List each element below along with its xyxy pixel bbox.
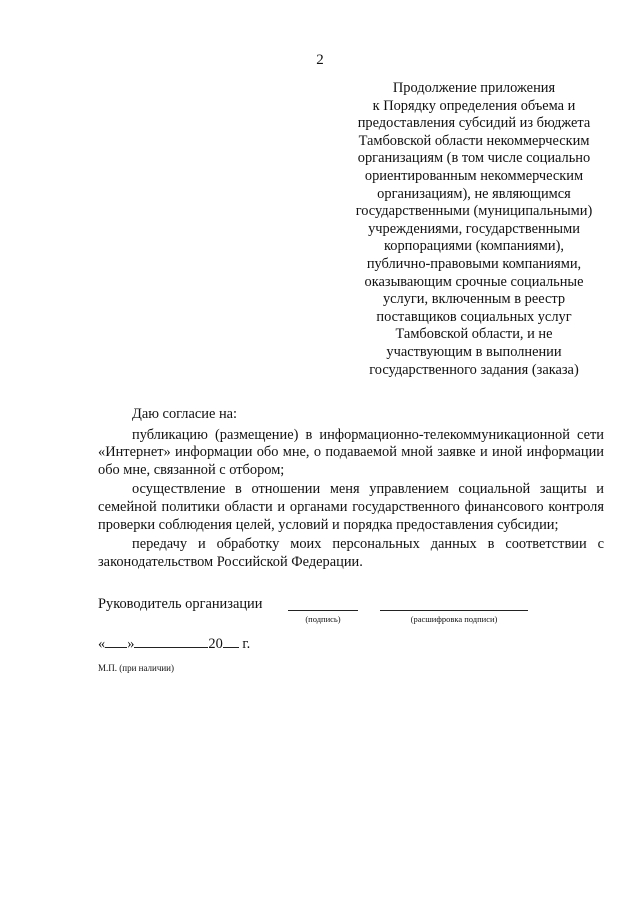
decoding-caption: (расшифровка подписи) [410,614,498,624]
signature-row [98,596,604,630]
appendix-heading [336,80,612,379]
heading-line: Тамбовской области, и не [395,326,553,343]
signature-caption: (подпись) [305,614,341,624]
consent-item-personal-data: передачу и обработку моих персональных данных в соответствии с законодательством Российской Федерации. [98,536,604,570]
heading-line: предоставления субсидий из бюджета [357,115,591,132]
decoding-line[interactable] [380,609,528,611]
year-blank[interactable] [223,635,239,648]
day-blank[interactable] [105,635,127,648]
heading-line: оказывающим срочные социальные [364,273,584,290]
consent-block [98,406,604,571]
year-suffix: г. [238,636,251,652]
heading-line: участвующим в выполнении [386,343,562,360]
heading-line: услуги, включенным в реестр [382,291,566,308]
heading-line: к Порядку определения объема и [372,97,576,114]
consent-item-control: осуществление в отношении меня управлением социальной защиты и семейной политики области и органами государственного финансового контроля проверки соблюдения целей, условий и порядка предоставления субсидии; [98,481,604,533]
year-prefix: 20 [208,636,223,652]
consent-item-publication: публикацию (размещение) в информационно-телекоммуникационной сети «Интернет» информации обо мне, о подаваемой мной заявке и иной информации обо мне, связанной с отбором; [98,426,604,478]
month-blank[interactable] [134,635,208,648]
date-open-quote: « [98,636,106,652]
heading-line: поставщиков социальных услуг [376,308,572,325]
signature-line[interactable] [288,609,358,611]
heading-line: организациям (в том числе социально [357,150,591,167]
date-line [98,635,250,653]
page-number: 2 [316,52,324,68]
date-close-quote: » [127,636,135,652]
heading-line: публично-правовыми компаниями, [366,255,582,272]
heading-line: учреждениями, государственными [368,220,580,237]
heading-line: государственного задания (заказа) [369,361,579,378]
heading-line: Продолжение приложения [392,80,556,96]
heading-line: Тамбовской области некоммерческим [358,132,590,149]
signature-label: Руководитель организации [98,596,263,612]
heading-line: организациям), не являющимся [377,185,571,202]
heading-line: ориентированным некоммерческим [364,167,584,184]
consent-title: Даю согласие на: [132,406,238,422]
heading-line: государственными (муниципальными) [355,203,593,220]
heading-line: корпорациями (компаниями), [384,238,564,255]
stamp-note: М.П. (при наличии) [98,663,174,673]
